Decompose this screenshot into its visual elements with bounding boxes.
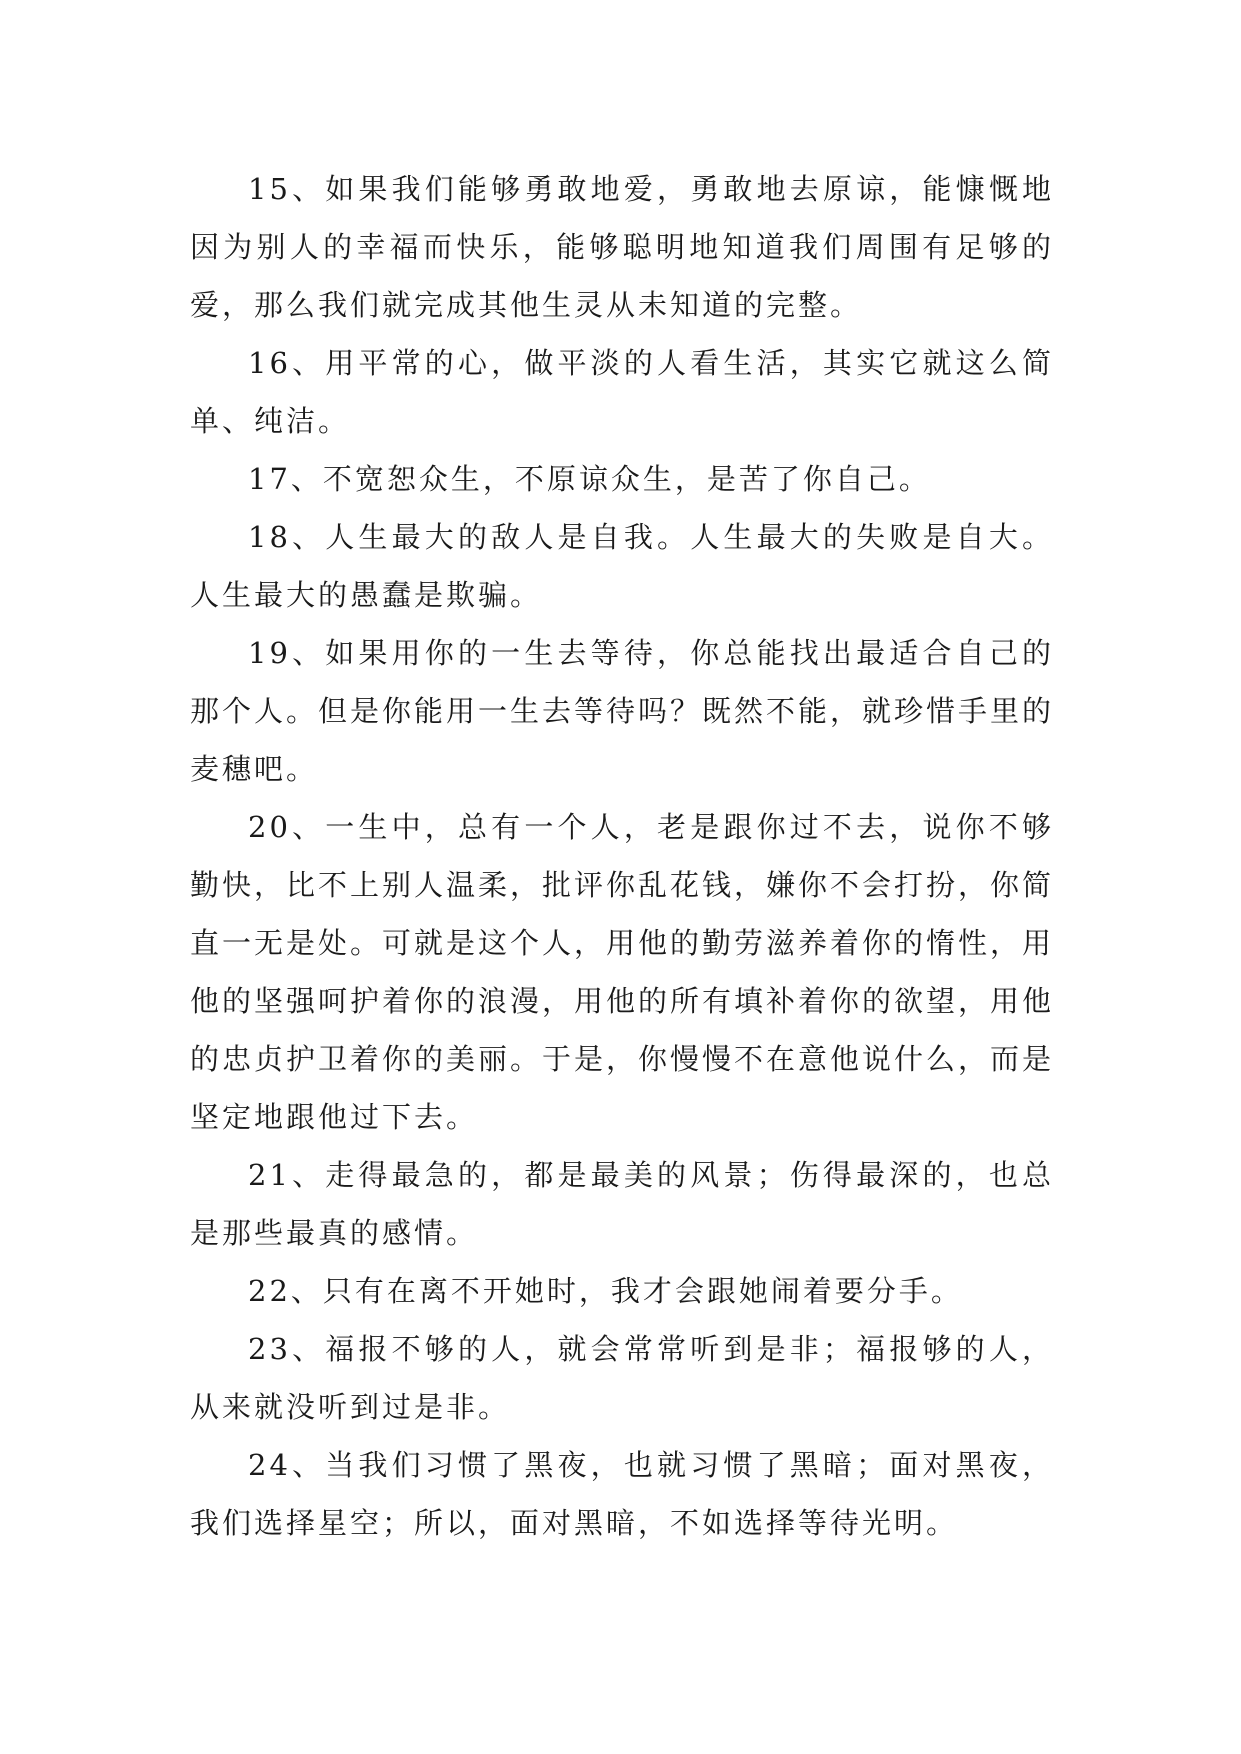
paragraph-15: 15、如果我们能够勇敢地爱，勇敢地去原谅，能慷慨地因为别人的幸福而快乐，能够聪明地知道我们周围有足够的爱，那么我们就完成其他生灵从未知道的完整。: [190, 172, 1054, 322]
paragraph-21: 21、走得最急的，都是最美的风景；伤得最深的，也总是那些最真的感情。: [190, 1158, 1054, 1250]
document-body: [190, 160, 1054, 1552]
paragraph-24: 24、当我们习惯了黑夜，也就习惯了黑暗；面对黑夜，我们选择星空；所以，面对黑暗，不如选择等待光明。: [190, 1448, 1054, 1540]
paragraph-18: 18、人生最大的敌人是自我。人生最大的失败是自大。人生最大的愚蠢是欺骗。: [190, 520, 1054, 612]
paragraph-22: 22、只有在离不开她时，我才会跟她闹着要分手。: [248, 1274, 963, 1308]
paragraph-17: 17、不宽恕众生，不原谅众生，是苦了你自己。: [248, 462, 931, 496]
paragraph-16: 16、用平常的心，做平淡的人看生活，其实它就这么简单、纯洁。: [190, 346, 1054, 438]
paragraph-23: 23、福报不够的人，就会常常听到是非；福报够的人，从来就没听到过是非。: [190, 1332, 1054, 1424]
paragraph-20: 20、一生中，总有一个人，老是跟你过不去，说你不够勤快，比不上别人温柔，批评你乱花钱，嫌你不会打扮，你简直一无是处。可就是这个人，用他的勤劳滋养着你的惰性，用他的坚强呵护着你的浪漫，用他的所有填补着你的欲望，用他的忠贞护卫着你的美丽。于是，你慢慢不在意他说什么，而是坚定地跟他过下去。: [190, 810, 1055, 1134]
paragraph-19: 19、如果用你的一生去等待，你总能找出最适合自己的那个人。但是你能用一生去等待吗？既然不能，就珍惜手里的麦穗吧。: [190, 636, 1055, 786]
